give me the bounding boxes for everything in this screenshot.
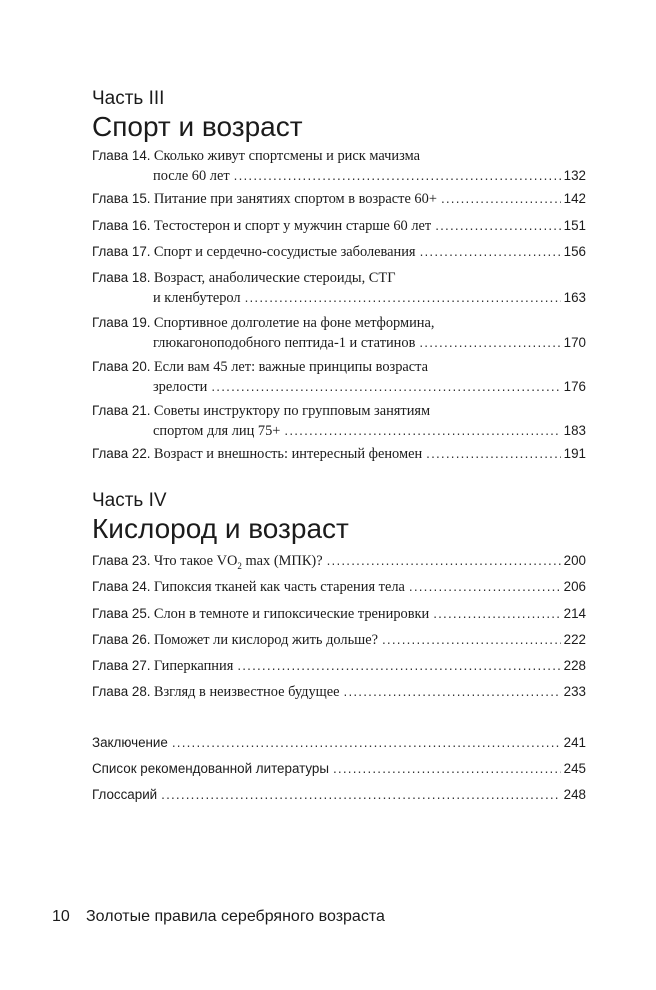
toc-entry-16[interactable] (92, 216, 586, 236)
part-3-heading (92, 88, 303, 143)
entry-title: Список рекомендованной литературы (92, 761, 330, 776)
chapter-title-cont: глюкагоноподобного пептида-1 и статинов (153, 335, 416, 351)
chapter-prefix: Глава 14. (92, 148, 151, 163)
leader-dots (161, 785, 561, 805)
chapter-prefix: Глава 15. (92, 191, 151, 206)
chapter-prefix: Глава 27. (92, 658, 151, 673)
toc-entry-28[interactable] (92, 682, 586, 702)
leader-dots (409, 577, 561, 597)
chapter-title: Гипоксия тканей как часть старения тела (153, 579, 405, 595)
chapter-prefix: Глава 16. (92, 218, 151, 233)
chapter-prefix: Глава 20. (92, 359, 151, 374)
chapter-title-cont: после 60 лет (153, 168, 230, 184)
toc-entry-17[interactable] (92, 242, 586, 262)
chapter-title: Поможет ли кислород жить дольше? (153, 632, 379, 648)
leader-dots (426, 444, 560, 464)
toc-entry-glossary[interactable] (92, 785, 586, 805)
toc-entry-bibliography[interactable] (92, 759, 586, 779)
leader-dots (433, 604, 560, 624)
entry-page: 248 (563, 787, 586, 802)
chapter-prefix: Глава 23. (92, 553, 151, 568)
chapter-page: 183 (563, 423, 586, 438)
chapter-title: Спорт и сердечно-сосудистые заболевания (153, 244, 416, 260)
leader-dots (237, 656, 560, 676)
chapter-prefix: Глава 17. (92, 244, 151, 259)
leader-dots (284, 421, 560, 441)
chapter-title: Гиперкапния (153, 658, 234, 674)
chapter-title: Если вам 45 лет: важные принципы возраста (153, 359, 429, 375)
chapter-title: Взгляд в неизвестное будущее (153, 684, 340, 700)
toc-entry-15[interactable] (92, 189, 586, 209)
part-4-title: Кислород и возраст (92, 513, 349, 544)
chapter-title-part-b: max (МПК)? (241, 553, 323, 569)
chapter-title: Спортивное долголетие на фоне метформина, (153, 315, 435, 331)
chapter-prefix: Глава 25. (92, 606, 151, 621)
chapter-title: Слон в темноте и гипоксические тренировки (153, 606, 430, 622)
chapter-page: 156 (563, 244, 586, 259)
toc-entry-conclusion[interactable] (92, 733, 586, 753)
chapter-title-cont: спортом для лиц 75+ (153, 423, 281, 439)
toc-entry-22[interactable] (92, 444, 586, 464)
chapter-prefix: Глава 19. (92, 315, 151, 330)
entry-title: Глоссарий (92, 787, 158, 802)
toc-entry-14[interactable] (92, 146, 586, 186)
chapter-title-cont: и кленбутерол (153, 290, 241, 306)
leader-dots (172, 733, 561, 753)
entry-page: 245 (563, 761, 586, 776)
chapter-page: 142 (563, 191, 586, 206)
chapter-page: 191 (563, 446, 586, 461)
leader-dots (245, 288, 561, 308)
toc-entry-19[interactable] (92, 313, 586, 353)
toc-entry-25[interactable] (92, 604, 586, 624)
chapter-prefix: Глава 18. (92, 270, 151, 285)
toc-entry-24[interactable] (92, 577, 586, 597)
chapter-title: Сколько живут спортсмены и риск мачизма (153, 148, 420, 164)
leader-dots (435, 216, 560, 236)
chapter-title-cont: зрелости (153, 379, 208, 395)
entry-title: Заключение (92, 735, 168, 750)
chapter-title: Возраст и внешность: интересный феномен (153, 446, 423, 462)
chapter-page: 222 (563, 632, 586, 647)
subscript-2: 2 (237, 561, 242, 571)
toc-entry-23[interactable] (92, 551, 586, 571)
leader-dots (419, 333, 560, 353)
toc-entry-26[interactable] (92, 630, 586, 650)
chapter-page: 206 (563, 579, 586, 594)
leader-dots (382, 630, 561, 650)
entry-page: 241 (563, 735, 586, 750)
chapter-page: 228 (563, 658, 586, 673)
chapter-page: 233 (563, 684, 586, 699)
part-3-title: Спорт и возраст (92, 111, 303, 142)
chapter-page: 214 (563, 606, 586, 621)
chapter-title-part-a: Что такое VO (153, 553, 238, 569)
chapter-page: 163 (563, 290, 586, 305)
chapter-title (154, 551, 323, 572)
chapter-prefix: Глава 26. (92, 632, 151, 647)
running-title: Золотые правила серебряного возраста (86, 908, 385, 925)
leader-dots (211, 377, 560, 397)
leader-dots (333, 759, 561, 779)
leader-dots (234, 166, 561, 186)
chapter-page: 151 (563, 218, 586, 233)
part-4-heading (92, 490, 349, 545)
leader-dots (420, 242, 561, 262)
leader-dots (441, 189, 561, 209)
chapter-title: Тестостерон и спорт у мужчин старше 60 лет (153, 218, 432, 234)
chapter-title: Питание при занятиях спортом в возрасте 60+ (153, 191, 437, 207)
chapter-prefix: Глава 21. (92, 403, 151, 418)
part-4-label: Часть IV (92, 490, 167, 511)
leader-dots (344, 682, 561, 702)
page-footer (52, 907, 385, 927)
part-3-label: Часть III (92, 88, 165, 109)
toc-entry-21[interactable] (92, 401, 586, 441)
chapter-prefix: Глава 24. (92, 579, 151, 594)
toc-entry-27[interactable] (92, 656, 586, 676)
chapter-prefix: Глава 28. (92, 684, 151, 699)
chapter-page: 170 (563, 335, 586, 350)
chapter-page: 176 (563, 379, 586, 394)
chapter-title: Советы инструктору по групповым занятиям (153, 403, 431, 419)
chapter-page: 200 (563, 553, 586, 568)
chapter-prefix: Глава 22. (92, 446, 151, 461)
chapter-page: 132 (563, 168, 586, 183)
page-number: 10 (52, 908, 70, 925)
chapter-title: Возраст, анаболические стероиды, СТГ (153, 270, 396, 286)
toc-entry-20[interactable] (92, 357, 586, 397)
toc-entry-18[interactable] (92, 268, 586, 308)
leader-dots (327, 551, 561, 571)
